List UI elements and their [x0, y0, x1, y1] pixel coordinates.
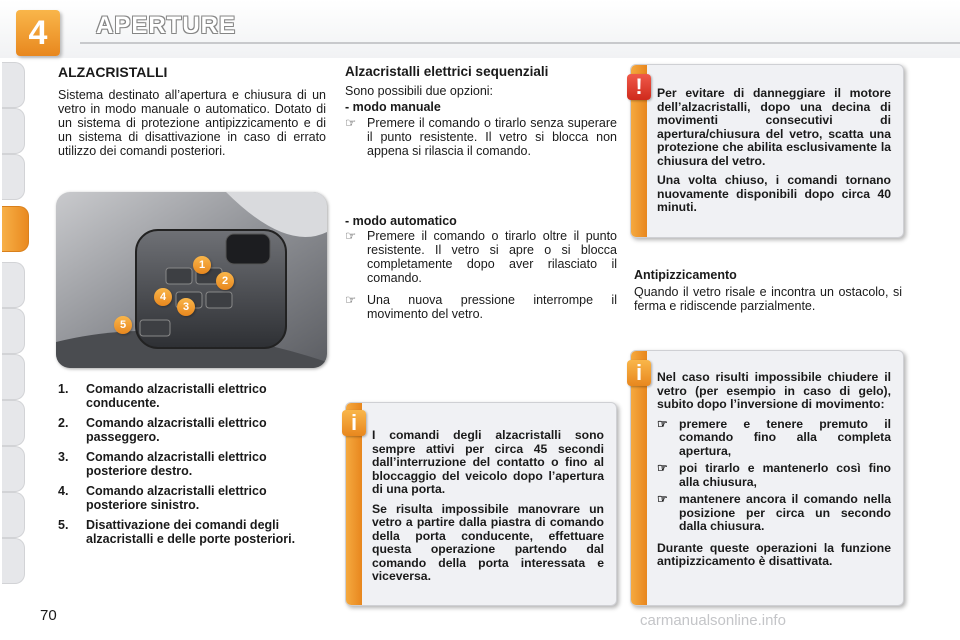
chapter-tab-6[interactable] — [2, 308, 25, 354]
info-note-antipinch — [630, 350, 904, 606]
warning-paragraph: Una volta chiuso, i comandi tornano nuovamente disponibili dopo circa 40 minuti. — [657, 173, 891, 214]
callout-1: 1 — [193, 256, 211, 274]
chapter-tab-2[interactable] — [2, 108, 25, 154]
chapter-tab-7[interactable] — [2, 354, 25, 400]
page-number: 70 — [40, 607, 57, 624]
antipinch-heading: Antipizzicamento — [634, 268, 737, 282]
list-item: ☞ Premere il comando o tirarlo senza superare il punto resistente. Il vetro si blocca non appena si rilascia il comando. — [345, 116, 617, 158]
pointing-hand-icon: ☞ — [345, 293, 357, 307]
info-icon: i — [627, 360, 651, 386]
section-heading: ALZACRISTALLI — [58, 64, 168, 80]
chapter-number-badge: 4 — [16, 10, 60, 56]
pointing-hand-icon: ☞ — [657, 492, 668, 506]
sequential-heading: Alzacristalli elettrici sequenziali — [345, 64, 549, 79]
info-note-commands — [345, 402, 617, 606]
pointing-hand-icon: ☞ — [657, 461, 668, 475]
legend-item: 2. Comando alzacristalli elettrico passeggero. — [58, 416, 267, 444]
sequential-intro: Sono possibili due opzioni: — [345, 84, 494, 98]
chapter-tab-11[interactable] — [2, 538, 25, 584]
chapter-tab-4-active[interactable] — [2, 206, 29, 252]
pointing-hand-icon: ☞ — [345, 229, 357, 243]
antipinch-text: Quando il vetro risale e incontra un ostacolo, si ferma e ridiscende parzialmente. — [634, 285, 902, 313]
legend-item: 1. Comando alzacristalli elettrico conducente. — [58, 382, 267, 410]
list-item: ☞ Premere il comando o tirarlo oltre il punto resistente. Il vetro si apre o si blocca completamente dopo aver rilasciato il comando. — [345, 229, 617, 285]
chapter-tab-5[interactable] — [2, 262, 25, 308]
warning-note — [630, 64, 904, 238]
callout-3: 3 — [177, 298, 195, 316]
figure-legend — [58, 382, 320, 552]
list-item: ☞ poi tirarlo e mantenerlo così fino alla chiusura, — [657, 461, 891, 489]
info-note-paragraph: I comandi degli alzacristalli sono sempre attivi per circa 45 secondi dall’interruzione del contatto o fino al bloccaggio del veicolo dopo l’apertura di una porta. — [372, 428, 604, 496]
list-item: ☞ Una nuova pressione interrompe il movimento del vetro. — [345, 293, 617, 321]
header-rule — [80, 42, 960, 44]
list-item: ☞ mantenere ancora il comando nella posizione per circa un secondo dalla chiusura. — [657, 492, 891, 533]
info-icon: i — [342, 410, 366, 436]
chapter-tab-3[interactable] — [2, 154, 25, 200]
callout-5: 5 — [114, 316, 132, 334]
manual-mode-list — [345, 116, 617, 158]
auto-mode-heading: - modo automatico — [345, 214, 457, 228]
legend-item: 5. Disattivazione dei comandi degli alzacristalli e delle porte posteriori. — [58, 518, 296, 546]
info-note-paragraph: Nel caso risulti impossibile chiudere il vetro (per esempio in caso di gelo), subito dopo l’inversione di movimento: — [657, 370, 891, 411]
chapter-title: APERTURE — [96, 12, 237, 39]
chapter-tab-8[interactable] — [2, 400, 25, 446]
chapter-tab-9[interactable] — [2, 446, 25, 492]
info-note-paragraph: Durante queste operazioni la funzione antipizzicamento è disattivata. — [657, 540, 891, 568]
window-switch-photo — [56, 192, 327, 368]
pointing-hand-icon: ☞ — [345, 116, 357, 130]
footer-watermark: carmanualsonline.info — [640, 612, 786, 629]
pointing-hand-icon: ☞ — [657, 416, 668, 431]
legend-item: 3. Comando alzacristalli elettrico posteriore destro. — [58, 450, 267, 478]
chapter-tab-10[interactable] — [2, 492, 25, 538]
callout-2: 2 — [216, 272, 234, 290]
legend-item: 4. Comando alzacristalli elettrico posteriore sinistro. — [58, 484, 267, 512]
section-intro: Sistema destinato all’apertura e chiusura di un vetro in modo manuale o automatico. Dotato di un sistema di protezione antipizzicamento e di un sistema di disattivazione in caso di errato utilizzo dei comandi posteriori. — [58, 88, 326, 158]
warning-icon: ! — [627, 74, 651, 100]
list-item: ☞ premere e tenere premuto il comando fino alla completa apertura, — [657, 416, 891, 458]
door-panel-illustration — [56, 192, 327, 368]
manual-mode-heading: - modo manuale — [345, 100, 441, 114]
auto-mode-list — [345, 229, 617, 321]
warning-paragraph: Per evitare di danneggiare il motore dell’alzacristalli, dopo una decina di movimenti consecutivi di apertura/chiusura del vetro, scatta una protezione che abilita esclusivamente la chiusura del vetro. — [657, 86, 891, 168]
chapter-tab-1[interactable] — [2, 62, 25, 108]
callout-4: 4 — [154, 288, 172, 306]
info-note-paragraph: Se risulta impossibile manovrare un vetro a partire dalla piastra di comando della porta conducente, effettuare questa operazione partendo dal comando della porta interessata e viceversa. — [372, 501, 604, 583]
